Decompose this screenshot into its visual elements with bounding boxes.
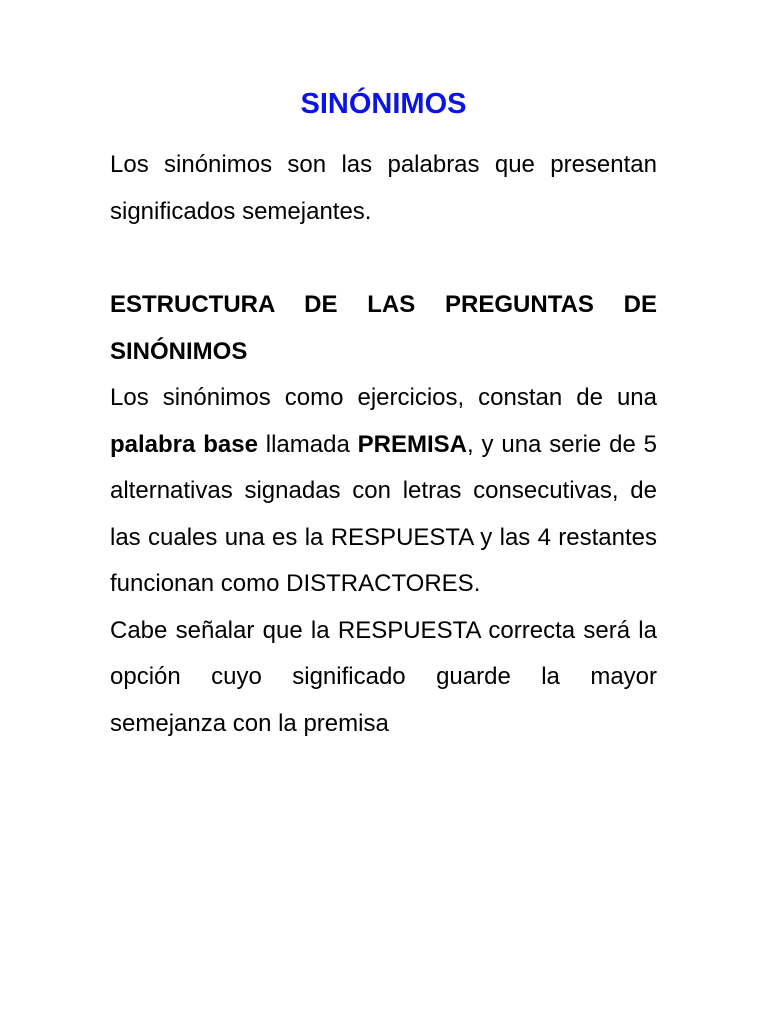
structure-text-2: llamada xyxy=(257,430,358,458)
paragraph-spacer xyxy=(110,235,657,282)
structure-bold-palabra-base: palabra base xyxy=(110,430,258,458)
structure-text-3: , y una serie de 5 alternativas signadas con letras consecutivas, de las cuales una es la RESPUESTA y las 4 restantes funcionan como DISTRACTORES. xyxy=(110,430,657,597)
page-title: SINÓNIMOS xyxy=(300,88,467,120)
answer-paragraph: Cabe señalar que la RESPUESTA correcta será la opción cuyo significado guarde la mayor semejanza con la premisa xyxy=(110,616,657,737)
structure-paragraph xyxy=(110,375,657,608)
structure-bold-premisa: PREMISA xyxy=(357,430,468,458)
document-page xyxy=(110,84,657,747)
structure-text-1: Los sinónimos como ejercicios, constan de una xyxy=(110,384,657,411)
section-heading: ESTRUCTURA DE LAS PREGUNTAS DE SINÓNIMOS xyxy=(110,291,657,365)
intro-paragraph: Los sinónimos son las palabras que presentan significados semejantes. xyxy=(110,151,657,225)
